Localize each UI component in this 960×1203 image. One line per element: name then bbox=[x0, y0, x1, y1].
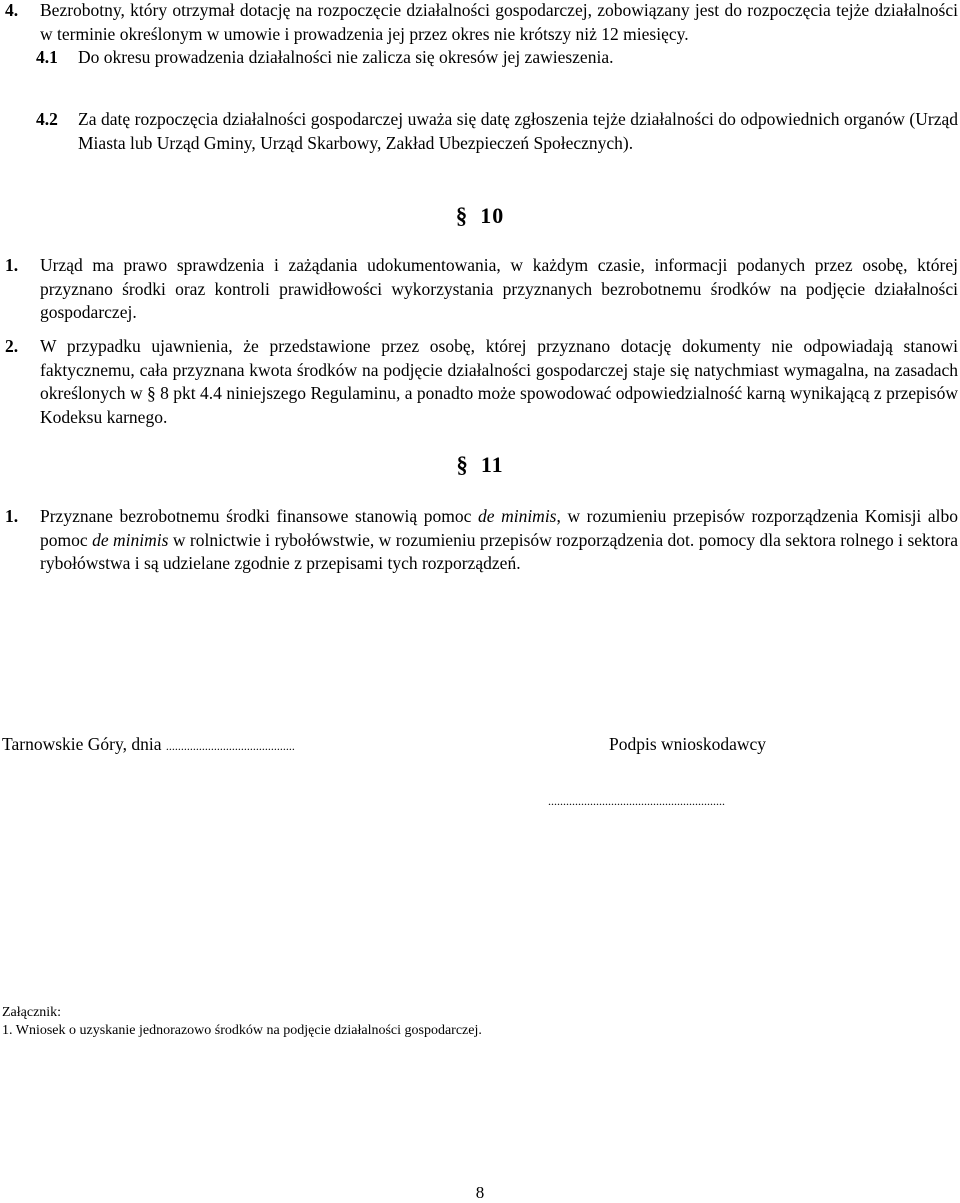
paragraph-4-1 bbox=[36, 46, 958, 70]
section-sign: § bbox=[456, 452, 469, 477]
paragraph-text: Za datę rozpoczęcia działalności gospodarczej uważa się datę zgłoszenia tejże działalności do odpowiednich organów (Urząd Miasta lub Urząd Gminy, Urząd Skarbowy, Zakład Ubezpieczeń Społecznych). bbox=[78, 109, 958, 153]
paragraph-number: 4.2 bbox=[36, 109, 58, 129]
paragraph-text: W przypadku ujawnienia, że przedstawione przez osobę, której przyznano dotację dokumenty nie odpowiadają stanowi faktycznemu, cała przyznana kwota środków na podjęcie działalności gospodarczej staje się natychmiast wymagalna, na zasadach określonych w § 8 pkt 4.4 niniejszego Regulaminu, a ponadto może spowodować odpowiedzialność karną wynikającą z przepisów Kodeksu karnego. bbox=[40, 336, 958, 427]
section-10-paragraph-2 bbox=[5, 335, 958, 429]
paragraph-number: 4.1 bbox=[36, 47, 58, 67]
paragraph-number: 1. bbox=[5, 255, 19, 275]
section-11-paragraph-1 bbox=[5, 505, 958, 576]
emphasis-de-minimis: de minimis bbox=[92, 529, 169, 550]
paragraph-text: Bezrobotny, który otrzymał dotację na rozpoczęcie działalności gospodarczej, zobowiązany jest do rozpoczęcia tejże działalności w terminie określonym w umowie i prowadzenia jej przez okres nie krótszy niż 12 miesięcy. bbox=[40, 0, 958, 44]
paragraph-text-part: Przyznane bezrobotnemu środki finansowe stanowią pomoc bbox=[40, 506, 478, 526]
emphasis-de-minimis: de minimis bbox=[477, 506, 557, 526]
date-fill-dots: ........................................... bbox=[165, 739, 295, 753]
place-date-label: Tarnowskie Góry, dnia bbox=[2, 734, 162, 754]
place-date-line bbox=[2, 734, 295, 755]
paragraph-4-2 bbox=[36, 108, 958, 155]
paragraph-text: Urząd ma prawo sprawdzenia i zażądania udokumentowania, w każdym czasie, informacji podanych przez osobę, której przyznano środki oraz kontroli prawidłowości wykorzystania przyznanych bezrobotnemu środków na podjęcie działalności gospodarczej. bbox=[40, 255, 958, 322]
page-number: 8 bbox=[475, 1183, 485, 1202]
section-heading-11 bbox=[0, 452, 960, 478]
paragraph-number: 4. bbox=[5, 0, 19, 20]
paragraph-text-part: w rolnictwie i rybołówstwie, w rozumieniu przepisów rozporządzenia dot. pomocy dla sektora rolnego i sektora rybołówstwa i są udzielane zgodnie z przepisami tych rozporządzeń. bbox=[40, 529, 958, 573]
section-heading-10 bbox=[0, 203, 960, 229]
paragraph-text: Do okresu prowadzenia działalności nie zalicza się okresów jej zawieszenia. bbox=[78, 47, 614, 67]
paragraph-number: 2. bbox=[5, 336, 19, 356]
signature-fill-dots: ........................................................... bbox=[548, 794, 725, 808]
section-number: 11 bbox=[480, 452, 504, 477]
section-number: 10 bbox=[480, 203, 505, 228]
section-sign: § bbox=[455, 203, 469, 228]
section-10-paragraph-1 bbox=[5, 254, 958, 325]
paragraph-4 bbox=[5, 0, 958, 46]
attachment-item: 1. Wniosek o uzyskanie jednorazowo środków na podjęcie działalności gospodarczej. bbox=[2, 1023, 482, 1038]
attachments-heading: Załącznik: bbox=[2, 1005, 62, 1020]
signature-label: Podpis wnioskodawcy bbox=[609, 734, 767, 754]
paragraph-number: 1. bbox=[5, 506, 19, 526]
paragraph-text-part: , w rozumieniu przepisów rozporządzenia Komisji albo pomoc bbox=[40, 506, 958, 550]
